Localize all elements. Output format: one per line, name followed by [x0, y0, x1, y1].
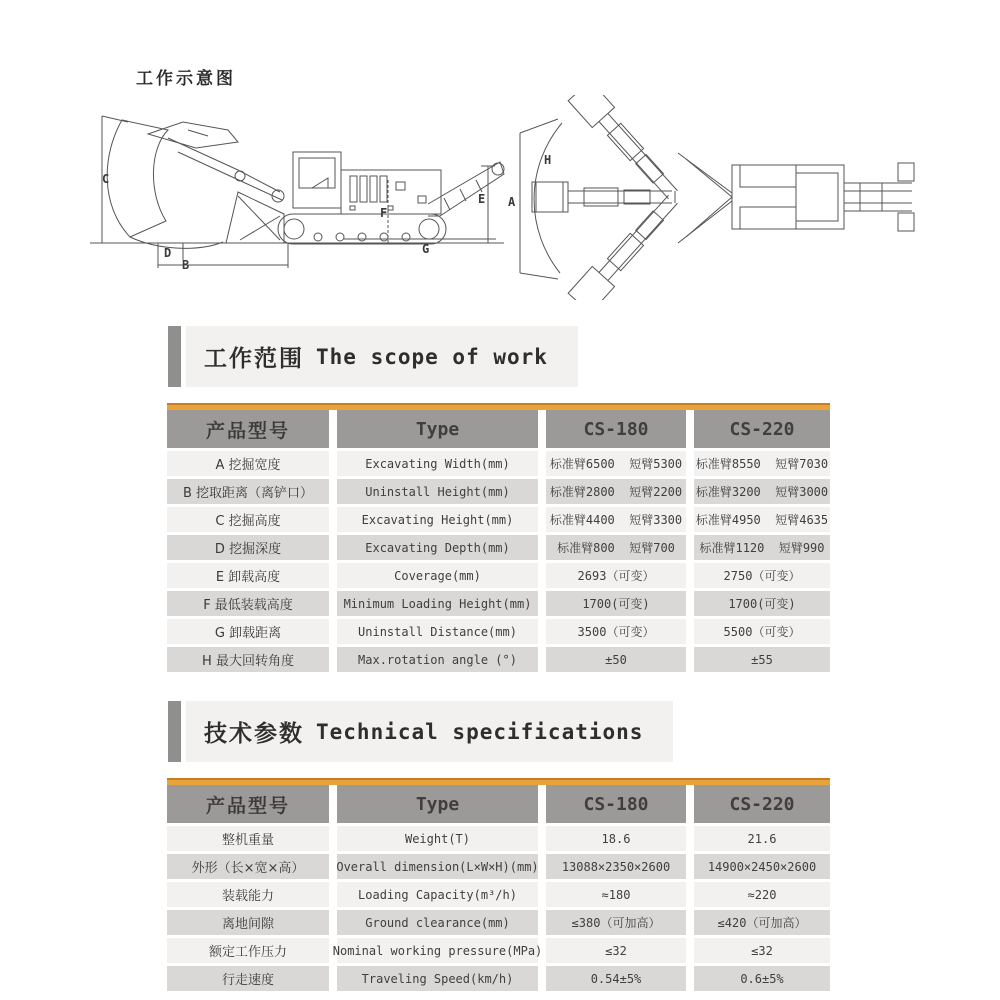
- table-cell: 18.6: [546, 826, 686, 851]
- table-cell: 1700(可变): [546, 591, 686, 616]
- section-accent-bar: [168, 701, 181, 762]
- section-title-en: Technical specifications: [316, 719, 644, 744]
- table-cell: ≈180: [546, 882, 686, 907]
- column-header: 产品型号: [167, 410, 329, 448]
- table-row: [167, 479, 830, 504]
- table-cell: Max.rotation angle (°): [337, 647, 538, 672]
- table-cell: 1700(可变): [694, 591, 830, 616]
- table-row: [167, 826, 830, 851]
- table-cell: D 挖掘深度: [167, 535, 329, 560]
- table-cell: 装载能力: [167, 882, 329, 907]
- table-cell: ±50: [546, 647, 686, 672]
- dim-label-h: H: [544, 153, 552, 167]
- table-cell: 2693（可变）: [546, 563, 686, 588]
- table-row: [167, 966, 830, 991]
- table-cell: 14900×2450×2600: [694, 854, 830, 879]
- table-row: [167, 591, 830, 616]
- dim-label-b: B: [182, 258, 190, 272]
- table-cell: F 最低装载高度: [167, 591, 329, 616]
- scope-of-work-table: [167, 403, 830, 672]
- table-cell: 标准臂8550 短臂7030: [694, 451, 830, 476]
- table-cell: 额定工作压力: [167, 938, 329, 963]
- section-title-en: The scope of work: [316, 344, 548, 369]
- table-cell: Loading Capacity(m³/h): [337, 882, 538, 907]
- column-header: Type: [337, 410, 538, 448]
- table-cell: ≤420（可加高）: [694, 910, 830, 935]
- top-view-diagram: [500, 95, 920, 300]
- table-cell: Excavating Depth(mm): [337, 535, 538, 560]
- column-header: 产品型号: [167, 785, 329, 823]
- table-cell: 5500（可变）: [694, 619, 830, 644]
- table-row: [167, 882, 830, 907]
- table-row: [167, 563, 830, 588]
- table-cell: 21.6: [694, 826, 830, 851]
- table-cell: ±55: [694, 647, 830, 672]
- table-cell: ≤32: [694, 938, 830, 963]
- table-cell: ≤32: [546, 938, 686, 963]
- table-cell: 标准臂4400 短臂3300: [546, 507, 686, 532]
- table-cell: 标准臂3200 短臂3000: [694, 479, 830, 504]
- section-panel: [186, 326, 578, 387]
- column-header: CS-220: [694, 410, 830, 448]
- table-cell: 13088×2350×2600: [546, 854, 686, 879]
- table-cell: 标准臂4950 短臂4635: [694, 507, 830, 532]
- table-cell: G 卸载距离: [167, 619, 329, 644]
- table-cell: ≈220: [694, 882, 830, 907]
- section-header-scope: [168, 326, 578, 387]
- dim-label-g: G: [422, 242, 430, 256]
- table-cell: Excavating Width(mm): [337, 451, 538, 476]
- table-cell: ≤380（可加高）: [546, 910, 686, 935]
- table-cell: Coverage(mm): [337, 563, 538, 588]
- table-cell: 0.6±5%: [694, 966, 830, 991]
- table-cell: Uninstall Distance(mm): [337, 619, 538, 644]
- table-cell: 0.54±5%: [546, 966, 686, 991]
- section-panel: [186, 701, 673, 762]
- page-title: 工作示意图: [136, 69, 236, 89]
- table-cell: H 最大回转角度: [167, 647, 329, 672]
- table-cell: C 挖掘高度: [167, 507, 329, 532]
- table-row: [167, 647, 830, 672]
- table-cell: 标准臂2800 短臂2200: [546, 479, 686, 504]
- column-header: Type: [337, 785, 538, 823]
- dim-label-c: C: [102, 172, 110, 186]
- table-cell: E 卸载高度: [167, 563, 329, 588]
- table-accent-bar: [167, 403, 830, 410]
- column-header: CS-180: [546, 410, 686, 448]
- table-row: [167, 854, 830, 879]
- table-cell: A 挖掘宽度: [167, 451, 329, 476]
- table-cell: 整机重量: [167, 826, 329, 851]
- table-cell: Excavating Height(mm): [337, 507, 538, 532]
- table-cell: Nominal working pressure(MPa): [337, 938, 538, 963]
- section-title-zh: 工作范围: [204, 346, 304, 372]
- dim-label-a: A: [508, 195, 516, 209]
- table-header-row: [167, 785, 830, 823]
- table-row: [167, 535, 830, 560]
- section-title-zh: 技术参数: [204, 721, 304, 747]
- dim-label-f: F: [380, 206, 388, 220]
- column-header: CS-220: [694, 785, 830, 823]
- table-row: [167, 910, 830, 935]
- column-header: CS-180: [546, 785, 686, 823]
- section-accent-bar: [168, 326, 181, 387]
- table-row: [167, 507, 830, 532]
- table-cell: Traveling Speed(km/h): [337, 966, 538, 991]
- dim-label-e: E: [478, 192, 486, 206]
- dim-label-d: D: [164, 246, 172, 260]
- table-cell: 离地间隙: [167, 910, 329, 935]
- table-row: [167, 938, 830, 963]
- table-cell: Ground clearance(mm): [337, 910, 538, 935]
- table-header-row: [167, 410, 830, 448]
- table-cell: Overall dimension(L×W×H)(mm): [337, 854, 538, 879]
- table-row: [167, 619, 830, 644]
- section-header-specs: [168, 701, 673, 762]
- table-cell: 外形（长×宽×高）: [167, 854, 329, 879]
- table-accent-bar: [167, 778, 830, 785]
- table-cell: Uninstall Height(mm): [337, 479, 538, 504]
- table-cell: 3500（可变）: [546, 619, 686, 644]
- table-cell: B 挖取距离（离铲口）: [167, 479, 329, 504]
- table-cell: 标准臂800 短臂700: [546, 535, 686, 560]
- side-view-diagram: [88, 100, 508, 295]
- table-cell: 标准臂1120 短臂990: [694, 535, 830, 560]
- table-cell: 行走速度: [167, 966, 329, 991]
- table-cell: 标准臂6500 短臂5300: [546, 451, 686, 476]
- table-cell: Weight(T): [337, 826, 538, 851]
- table-cell: Minimum Loading Height(mm): [337, 591, 538, 616]
- table-row: [167, 451, 830, 476]
- technical-specs-table: [167, 778, 830, 991]
- table-cell: 2750（可变）: [694, 563, 830, 588]
